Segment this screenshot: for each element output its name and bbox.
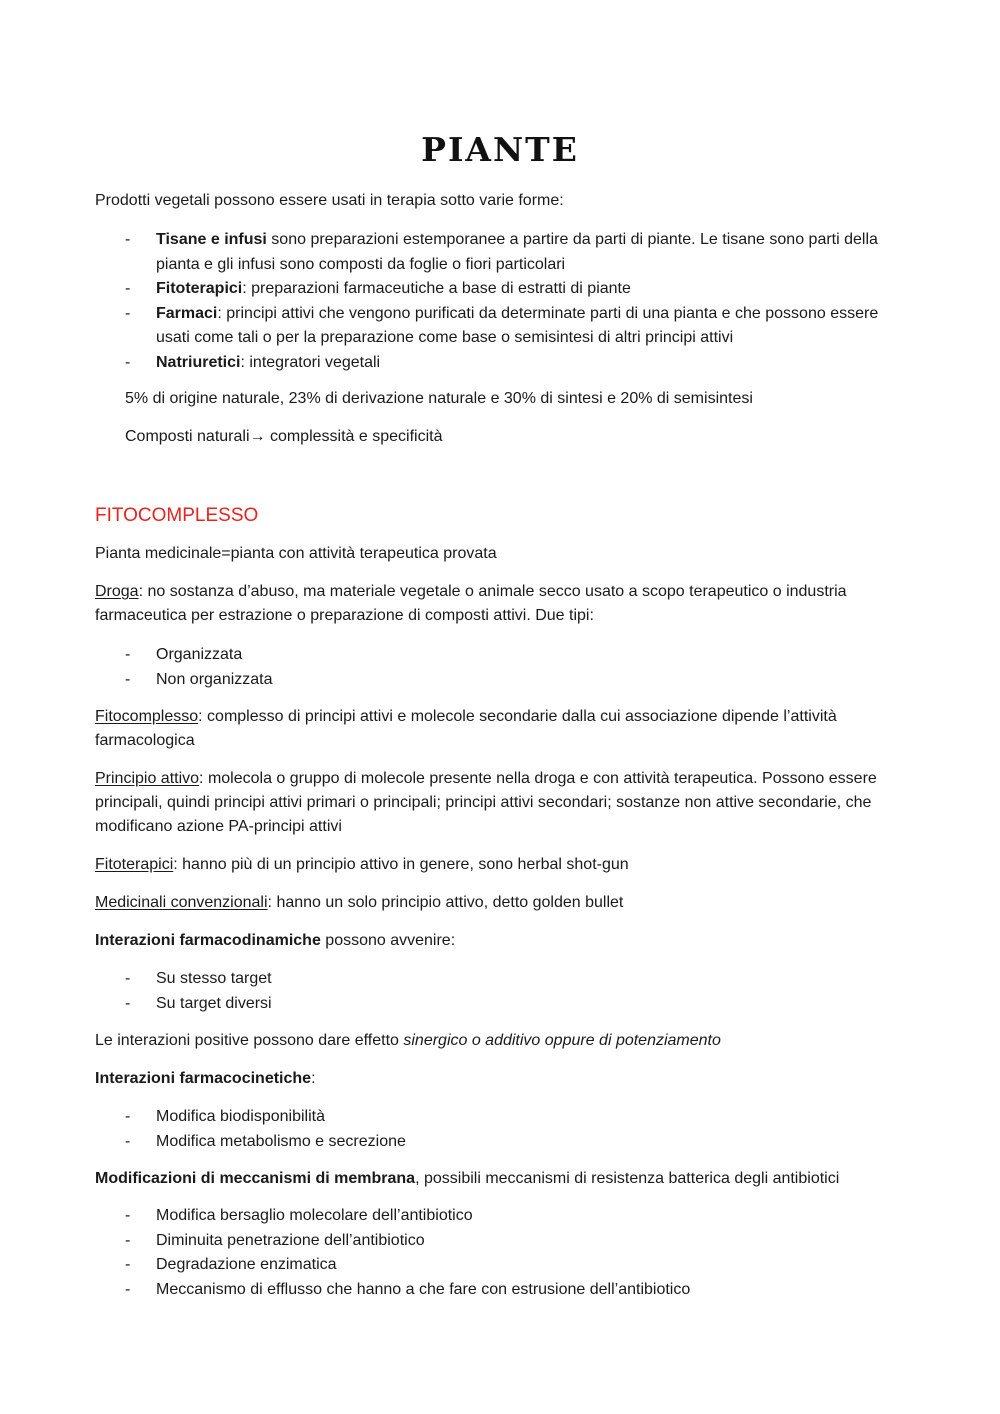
principio-attivo-definition: Principio attivo: molecola o gruppo di molecole presente nella droga e con attività terapeutica. Possono essere principali, quindi principi attivi primari o principali; principi attivi secondari; sostanze non attive secondarie, che modificano azione PA-principi attivi (95, 770, 877, 835)
fitoterapici-definition: Fitoterapici: hanno più di un principio attivo in genere, sono herbal shot-gun (95, 856, 629, 873)
stats-text: 5% di origine naturale, 23% di derivazione naturale e 30% di sintesi e 20% di semisintesi (125, 390, 753, 407)
list-item: - Tisane e infusi sono preparazioni estemporanee a partire da parti di piante. Le tisane sono parti della pianta e gli infusi sono composti da foglie o fiori particolari (95, 228, 895, 277)
intro-text: Prodotti vegetali possono essere usati in terapia sotto varie forme: (95, 192, 564, 209)
page-title: PIANTE (421, 130, 579, 169)
list-item: - Fitoterapici: preparazioni farmaceutiche a base di estratti di piante (95, 277, 895, 302)
fitocomplesso-definition: Fitocomplesso: complesso di principi attivi e molecole secondarie dalla cui associazione dipende l’attività farmacologica (95, 708, 837, 749)
list-item: - Su stesso target (95, 967, 895, 992)
forms-list (95, 228, 895, 375)
natural-compounds-text: Composti naturali→ complessità e specificità (125, 428, 443, 445)
list-item: - Non organizzata (95, 668, 895, 693)
list-item: - Organizzata (95, 643, 895, 668)
list-item: - Natriuretici: integratori vegetali (95, 351, 895, 376)
droga-definition: Droga: no sostanza d’abuso, ma materiale vegetale o animale secco usato a scopo terapeutico o industria farmaceutica per estrazione o preparazione di composti attivi. Due tipi: (95, 583, 847, 624)
list-item: - Modifica biodisponibilità (95, 1105, 895, 1130)
list-item: - Meccanismo di efflusso che hanno a che fare con estrusione dell’antibiotico (95, 1278, 895, 1303)
list-item: - Diminuita penetrazione dell’antibiotico (95, 1229, 895, 1254)
medicinal-plant-text: Pianta medicinale=pianta con attività terapeutica provata (95, 545, 497, 562)
list-item: - Su target diversi (95, 992, 895, 1017)
membrane-mechanisms-text: Modificazioni di meccanismi di membrana, possibili meccanismi di resistenza batterica degli antibiotici (95, 1170, 840, 1187)
arrow-right-icon: → (249, 428, 266, 445)
pharmacodynamic-interactions: Interazioni farmacodinamiche possono avvenire: (95, 932, 456, 949)
section-heading: FITOCOMPLESSO (95, 505, 259, 526)
pharmacodynamic-list (95, 967, 895, 1016)
conventional-medicines-definition: Medicinali convenzionali: hanno un solo principio attivo, detto golden bullet (95, 894, 624, 911)
droga-types-list (95, 643, 895, 692)
pharmacokinetic-list (95, 1105, 895, 1154)
pharmacokinetic-interactions: Interazioni farmacocinetiche: (95, 1070, 316, 1087)
resistance-mechanisms-list (95, 1204, 895, 1302)
list-item: - Modifica bersaglio molecolare dell’antibiotico (95, 1204, 895, 1229)
list-item: - Farmaci: principi attivi che vengono purificati da determinate parti di una pianta e che possono essere usati come tali o per la preparazione come base o semisintesi di altri principi attivi (95, 302, 895, 351)
list-item: - Degradazione enzimatica (95, 1253, 895, 1278)
positive-interactions-text: Le interazioni positive possono dare effetto sinergico o additivo oppure di potenziamento (95, 1032, 721, 1049)
list-item: - Modifica metabolismo e secrezione (95, 1130, 895, 1155)
